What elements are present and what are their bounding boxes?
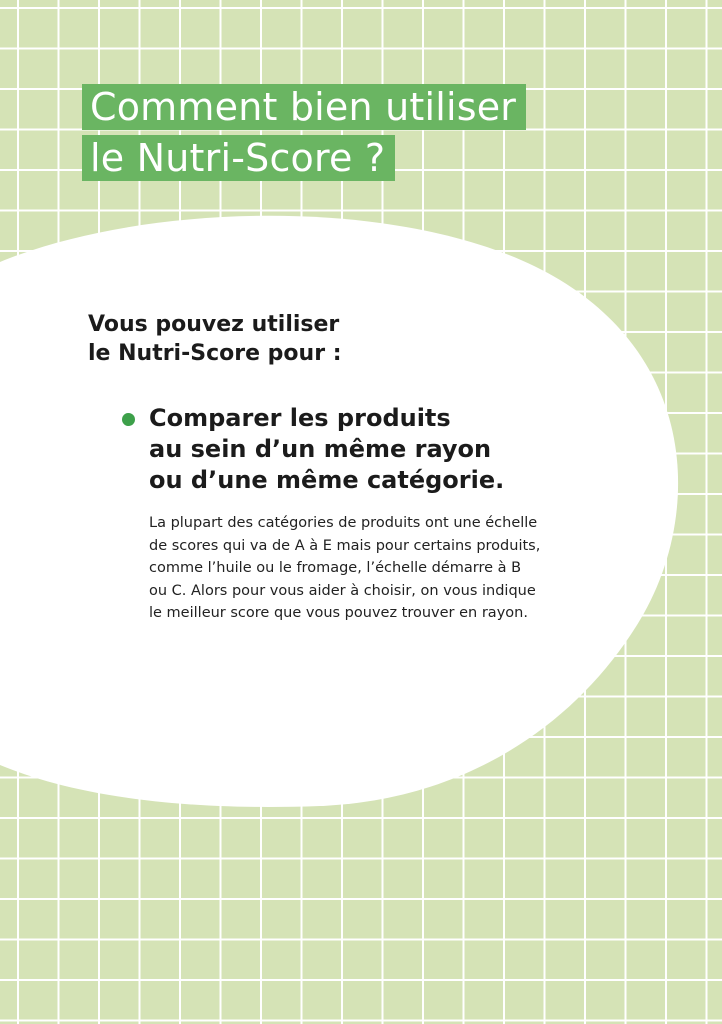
bullet-title bbox=[149, 403, 504, 496]
bullet-title-line: au sein d’un même rayon bbox=[149, 435, 492, 463]
body-line: La plupart des catégories de produits ont une échelle bbox=[149, 515, 538, 531]
bullet-title-line: ou d’une même catégorie. bbox=[149, 466, 505, 494]
bullet-title-line: Comparer les produits bbox=[149, 404, 451, 432]
section-heading-line: Vous pouvez utiliser bbox=[88, 312, 340, 337]
body-line: comme l’huile ou le fromage, l’échelle démarre à B bbox=[149, 560, 522, 577]
bullet-description bbox=[149, 512, 540, 625]
body-line: de scores qui va de A à E mais pour certains produits, bbox=[149, 537, 541, 554]
body-line: ou C. Alors pour vous aider à choisir, on vous indique bbox=[149, 582, 536, 599]
section-heading-line: le Nutri-Score pour : bbox=[88, 341, 342, 366]
section-heading bbox=[88, 310, 342, 368]
page-title-line-2: le Nutri-Score ? bbox=[82, 135, 395, 181]
page-title-line-1: Comment bien utiliser bbox=[82, 84, 526, 130]
body-line: le meilleur score que vous pouvez trouver en rayon. bbox=[149, 605, 528, 622]
bullet-dot-icon bbox=[122, 413, 135, 426]
